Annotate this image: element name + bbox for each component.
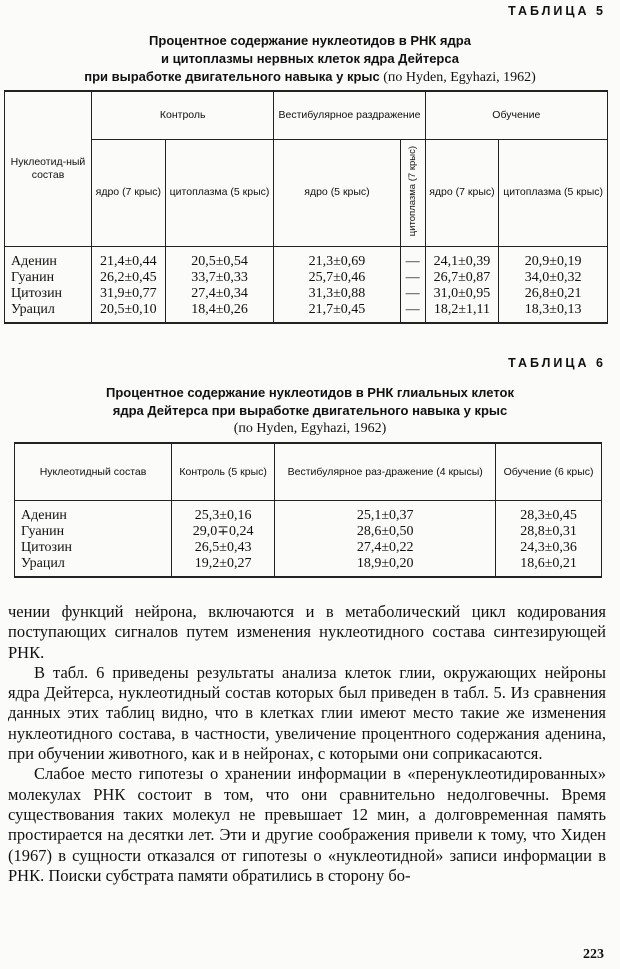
cell: 24,3±0,36 [496, 540, 602, 556]
cell: 24,1±0,39 [425, 247, 499, 271]
paragraph: В табл. 6 приведены результаты анализа клеток глии, окружающих нейроны ядра Дейтерса, нуклеотидный состав которых был приведен в табл. 5. Из сравнения данных этих таблиц видно, что в клетках глии имеют место такие же изменения нуклеотидного состава, в частности, увеличение процентного содержания аденина, при обучении животного, как и в нейронах, с которыми они соприкасаются. [8, 662, 606, 764]
table5-sub-control-nucleus: ядро (7 крыс) [92, 139, 166, 246]
table-row [5, 270, 608, 286]
cell: — [400, 270, 425, 286]
cell: 34,0±0,32 [499, 270, 608, 286]
table5-sub-train-cytoplasm: цитоплазма (5 крыс) [499, 139, 608, 246]
table5-sub-control-cytoplasm: цитоплазма (5 крыс) [165, 139, 274, 246]
cell: 28,8±0,31 [496, 524, 602, 540]
table-row [15, 540, 602, 556]
cell: 27,4±0,22 [275, 540, 496, 556]
table-row [15, 501, 602, 525]
cell: 18,9±0,20 [275, 556, 496, 577]
table5-caption-line3: при выработке двигательного навыка у крыс [84, 69, 380, 84]
table5-sub-vest-nucleus: ядро (5 крыс) [274, 139, 400, 246]
table6-caption-line2: ядра Дейтерса при выработке двигательного навыка у крыс [112, 403, 508, 418]
table5-group-training: Обучение [425, 91, 607, 139]
table5-caption-line2: и цитоплазмы нервных клеток ядра Дейтерса [161, 51, 459, 66]
cell: 25,7±0,46 [274, 270, 400, 286]
paragraph: Слабое место гипотезы о хранении информации в «перенуклеотидированных» молекулах РНК состоит в том, что они сравнительно недолговечны. Время существования таких молекул не превышает 12 мин, а долговременная память простирается на десятки лет. Эти и другие соображения привели к тому, что Хиден (1967) в сущности отказался от гипотезы о «нуклеотидной» записи информации в РНК. Поиски субстрата памяти обратились в сторону бо- [8, 764, 606, 885]
row-name: Гуанин [5, 270, 92, 286]
cell: 18,3±0,13 [499, 302, 608, 323]
row-name: Аденин [15, 501, 172, 525]
cell: 21,7±0,45 [274, 302, 400, 323]
cell: 26,5±0,43 [172, 540, 275, 556]
table5-sub-train-nucleus: ядро (7 крыс) [425, 139, 499, 246]
table6-caption [0, 384, 620, 437]
cell: 28,6±0,50 [275, 524, 496, 540]
cell: — [400, 247, 425, 271]
body-text [8, 602, 606, 886]
table6-caption-source: (по Hyden, Egyhazi, 1962) [233, 421, 387, 436]
table6-col-vestibular: Вестибулярное раз-дражение (4 крысы) [275, 443, 496, 501]
table5-group-control: Контроль [92, 91, 274, 139]
table6-label: ТАБЛИЦА 6 [508, 356, 606, 370]
cell: 25,3±0,16 [172, 501, 275, 525]
cell: 18,6±0,21 [496, 556, 602, 577]
cell: 31,9±0,77 [92, 286, 166, 302]
cell: 26,2±0,45 [92, 270, 166, 286]
cell: 27,4±0,34 [165, 286, 274, 302]
row-name: Аденин [5, 247, 92, 271]
page-number: 223 [583, 947, 604, 962]
cell: 25,1±0,37 [275, 501, 496, 525]
row-name: Гуанин [15, 524, 172, 540]
cell: 18,4±0,26 [165, 302, 274, 323]
row-name: Урацил [5, 302, 92, 323]
cell: 18,2±1,11 [425, 302, 499, 323]
cell: 20,9±0,19 [499, 247, 608, 271]
cell: 29,0∓0,24 [172, 524, 275, 540]
cell: 21,4±0,44 [92, 247, 166, 271]
table-row [5, 286, 608, 302]
row-name: Цитозин [5, 286, 92, 302]
cell: 28,3±0,45 [496, 501, 602, 525]
cell: 26,8±0,21 [499, 286, 608, 302]
cell: 21,3±0,69 [274, 247, 400, 271]
cell: — [400, 286, 425, 302]
table-row [5, 247, 608, 271]
table5-caption-source: (по Hyden, Egyhazi, 1962) [383, 70, 536, 85]
cell: 31,3±0,88 [274, 286, 400, 302]
cell: 20,5±0,10 [92, 302, 166, 323]
table6-col-training: Обучение (6 крыс) [496, 443, 602, 501]
cell: 19,2±0,27 [172, 556, 275, 577]
cell: 33,7±0,33 [165, 270, 274, 286]
table5-caption [0, 32, 620, 86]
row-name: Урацил [15, 556, 172, 577]
table6-col-composition: Нуклеотидный состав [15, 443, 172, 501]
table5-col-composition: Нуклеотид-ный состав [5, 91, 92, 247]
cell: 26,7±0,87 [425, 270, 499, 286]
table5-caption-line1: Процентное содержание нуклеотидов в РНК ядра [149, 33, 471, 48]
row-name: Цитозин [15, 540, 172, 556]
table5 [4, 90, 608, 324]
table5-label: ТАБЛИЦА 5 [508, 4, 606, 18]
table6 [14, 442, 602, 578]
paragraph: чении функций нейрона, включаются и в метаболический цикл кодирования поступающих сигналов путем изменения нуклеотидного состава синтезирующей РНК. [8, 602, 606, 662]
table5-sub-vest-cytoplasm: цитоплазма (7 крыс) [400, 139, 425, 246]
table6-col-control: Контроль (5 крыс) [172, 443, 275, 501]
table-row [15, 556, 602, 577]
table6-caption-line1: Процентное содержание нуклеотидов в РНК глиальных клеток [106, 385, 514, 400]
cell: — [400, 302, 425, 323]
table-row [5, 302, 608, 323]
cell: 20,5±0,54 [165, 247, 274, 271]
table5-group-vestibular: Вестибулярное раздражение [274, 91, 425, 139]
cell: 31,0±0,95 [425, 286, 499, 302]
table-row [15, 524, 602, 540]
